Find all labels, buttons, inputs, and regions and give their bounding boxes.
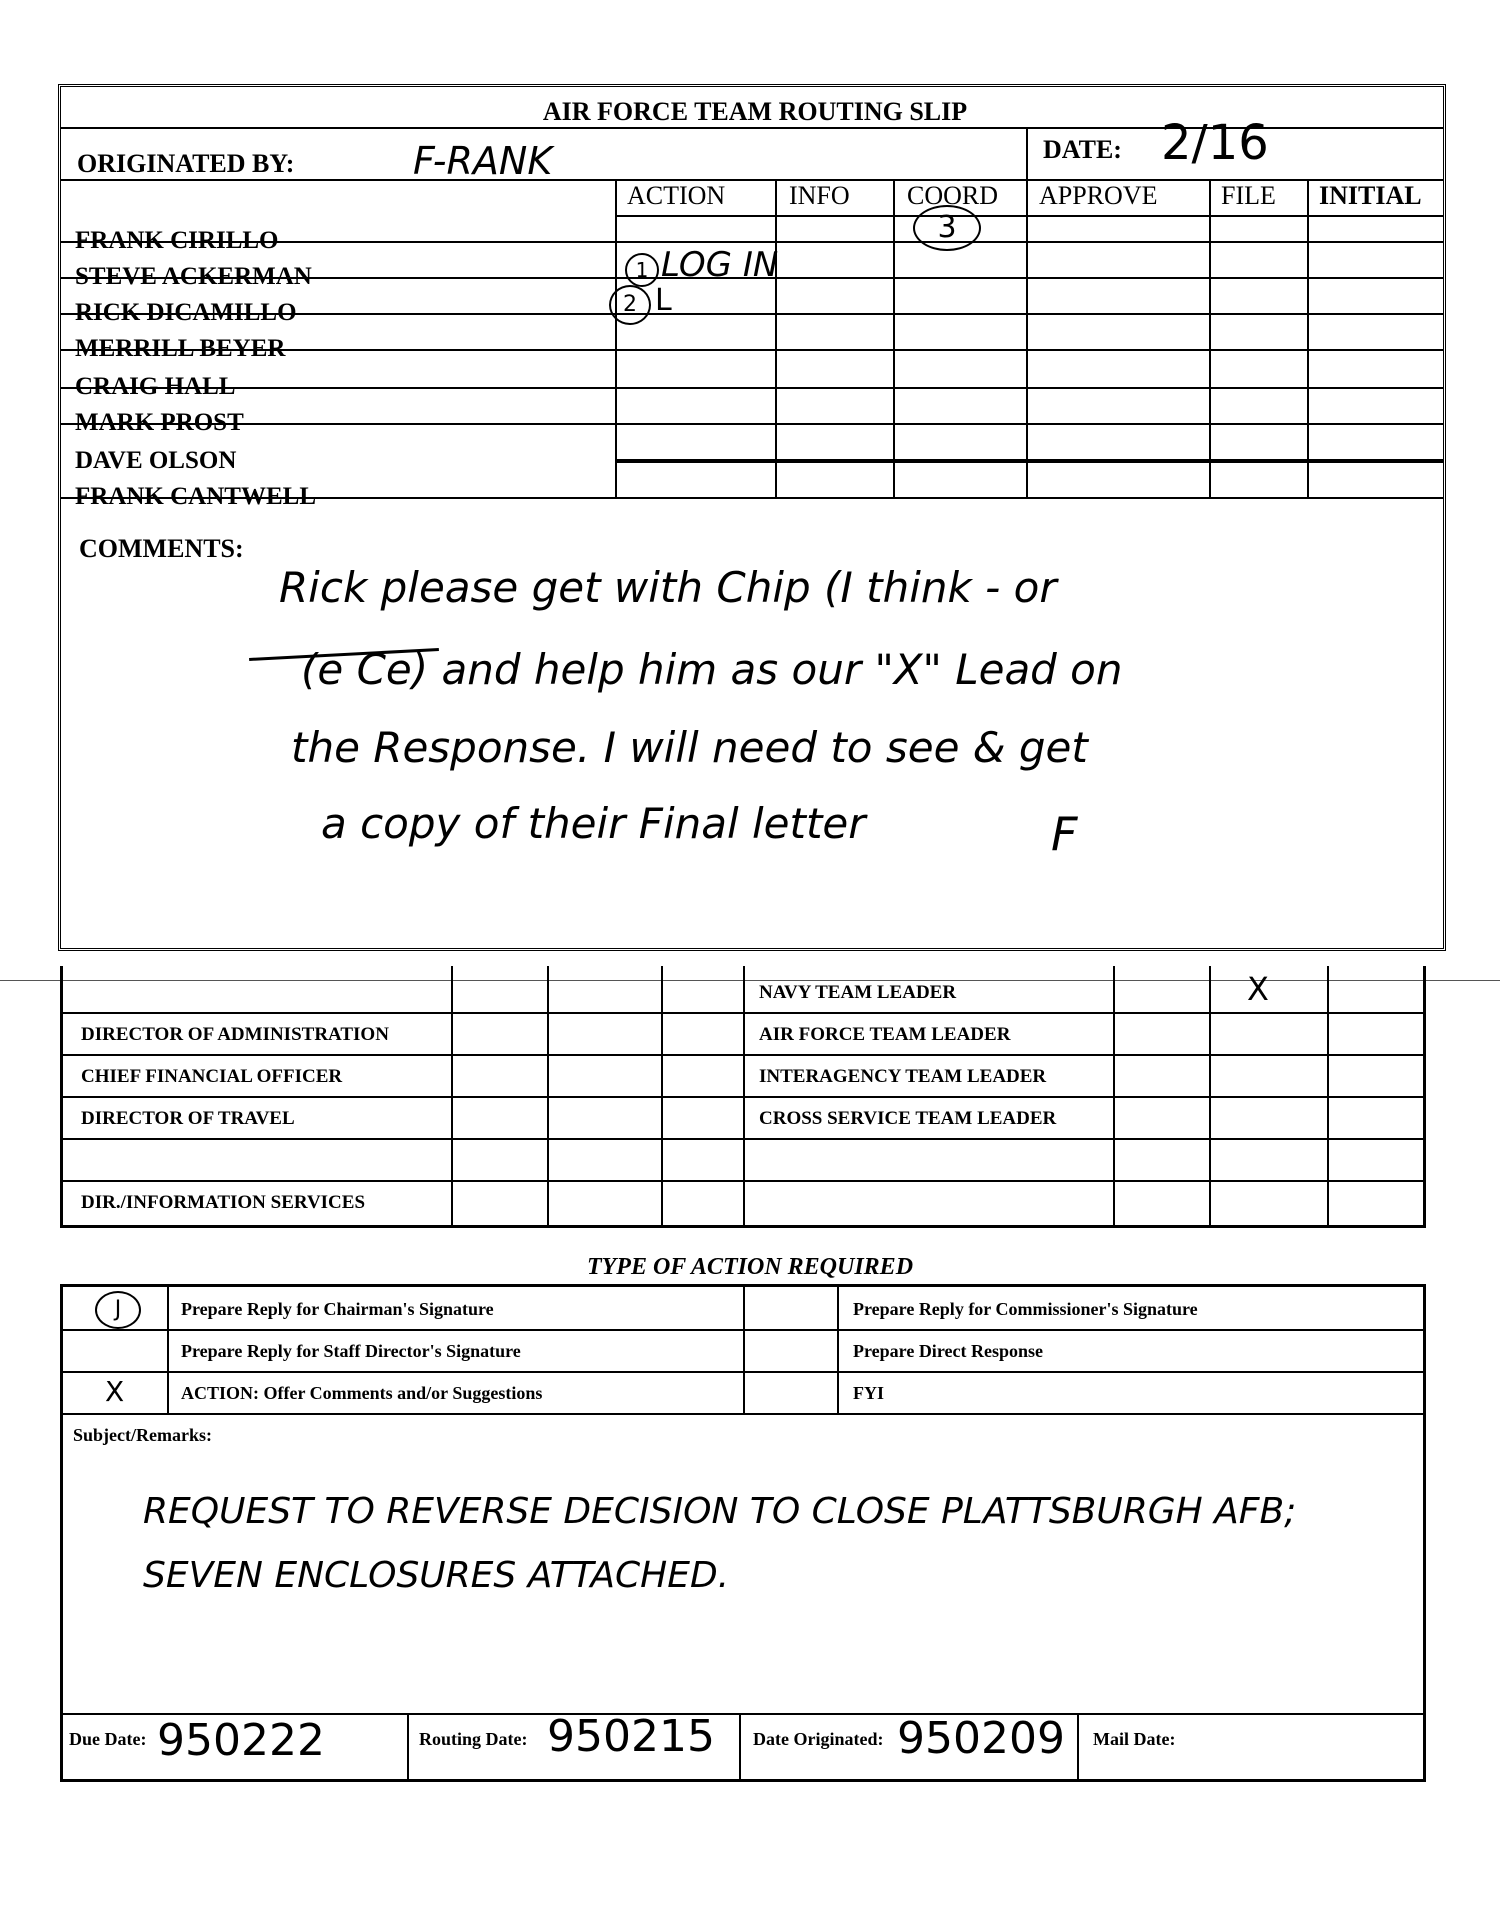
comment-line-3: the Response. I will need to see & get	[291, 723, 1088, 772]
remarks-line-2: SEVEN ENCLOSURES ATTACHED.	[143, 1555, 730, 1596]
mail-date-label: Mail Date:	[1093, 1729, 1176, 1749]
divider	[1307, 179, 1309, 499]
coord-mark-3: 3	[913, 205, 981, 251]
col-approve: APPROVE	[1039, 181, 1158, 210]
divider	[615, 179, 617, 499]
date-value: 2/16	[1161, 115, 1269, 171]
divider	[775, 179, 777, 499]
label-offer-comments: ACTION: Offer Comments and/or Suggestions	[181, 1383, 543, 1403]
label-chairman-signature: Prepare Reply for Chairman's Signature	[181, 1299, 494, 1319]
name-merrill-beyer: MERRILL BEYER	[75, 335, 286, 362]
routing-slip	[58, 84, 1446, 951]
originated-by-label: ORIGINATED BY:	[77, 149, 295, 178]
comment-line-4: a copy of their Final letter	[321, 799, 866, 848]
label-navy-team-leader: NAVY TEAM LEADER	[759, 982, 957, 1003]
routing-date-value: 950215	[547, 1711, 715, 1762]
divider	[407, 1713, 409, 1779]
action-mark-check: L	[655, 283, 672, 318]
divider	[1077, 1713, 1079, 1779]
col-initial: INITIAL	[1319, 181, 1422, 210]
divider	[739, 1713, 741, 1779]
due-date-label: Due Date:	[69, 1729, 147, 1749]
label-direct-response: Prepare Direct Response	[853, 1341, 1043, 1361]
name-craig-hall: CRAIG HALL	[75, 373, 236, 400]
divider	[63, 1329, 1423, 1331]
routing-date-label: Routing Date:	[419, 1729, 528, 1749]
name-steve-ackerman: STEVE ACKERMAN	[75, 263, 312, 290]
action-mark-1: 1	[625, 253, 659, 287]
due-date-value: 950222	[157, 1715, 325, 1766]
name-frank-cantwell: FRANK CANTWELL	[75, 483, 316, 510]
divider	[167, 1287, 169, 1413]
col-coord: COORD	[907, 181, 999, 210]
divider	[61, 423, 1443, 425]
label-cross-service-team-leader: CROSS SERVICE TEAM LEADER	[759, 1108, 1057, 1129]
col-info: INFO	[789, 181, 850, 210]
name-frank-cirillo: FRANK CIRILLO	[75, 227, 279, 254]
divider	[61, 387, 1443, 389]
name-mark-prost: MARK PROST	[75, 409, 244, 436]
comment-signoff: F	[1051, 807, 1078, 861]
divider	[615, 215, 1443, 217]
comment-line-1: Rick please get with Chip (I think - or	[279, 563, 1057, 612]
routing-grid	[60, 966, 1426, 1228]
divider	[893, 179, 895, 499]
col-file: FILE	[1221, 181, 1276, 210]
type-of-action-title: TYPE OF ACTION REQUIRED	[586, 1254, 914, 1280]
divider	[63, 1180, 1423, 1182]
action-comments-mark-x: X	[105, 1375, 125, 1408]
label-director-travel: DIRECTOR OF TRAVEL	[81, 1108, 295, 1129]
divider	[837, 1287, 839, 1413]
name-rick-dicamillo: RICK DICAMILLO	[75, 299, 297, 326]
divider	[63, 1138, 1423, 1140]
action-mark-2: 2	[609, 285, 651, 325]
remarks-line-1: REQUEST TO REVERSE DECISION TO CLOSE PLATTSBURGH AFB;	[143, 1491, 1297, 1532]
originated-by-value: F-RANK	[413, 139, 553, 183]
divider	[63, 1096, 1423, 1098]
col-action: ACTION	[627, 181, 726, 210]
divider	[63, 1371, 1423, 1373]
divider	[63, 1413, 1423, 1415]
label-chief-financial-officer: CHIEF FINANCIAL OFFICER	[81, 1066, 343, 1087]
label-air-force-team-leader: AIR FORCE TEAM LEADER	[759, 1024, 1011, 1045]
slip-title: AIR FORCE TEAM ROUTING SLIP	[542, 97, 968, 126]
divider	[63, 1054, 1423, 1056]
comment-line-2: (e Ce) and help him as our "X" Lead on	[301, 645, 1123, 694]
divider	[743, 1287, 745, 1413]
date-originated-value: 950209	[897, 1713, 1065, 1764]
label-director-administration: DIRECTOR OF ADMINISTRATION	[81, 1024, 389, 1045]
date-label: DATE:	[1043, 135, 1122, 164]
label-fyi: FYI	[853, 1383, 884, 1403]
label-interagency-team-leader: INTERAGENCY TEAM LEADER	[759, 1066, 1047, 1087]
date-originated-label: Date Originated:	[753, 1729, 884, 1749]
name-dave-olson: DAVE OLSON	[75, 447, 237, 474]
divider	[1026, 127, 1028, 179]
divider	[63, 1012, 1423, 1014]
divider	[615, 459, 1443, 463]
label-commissioner-signature: Prepare Reply for Commissioner's Signature	[853, 1299, 1198, 1319]
action-mark-login: LOG IN	[661, 245, 779, 285]
comments-label: COMMENTS:	[79, 534, 244, 563]
divider	[1209, 179, 1211, 499]
subject-remarks-label: Subject/Remarks:	[73, 1425, 212, 1445]
label-staff-director-signature: Prepare Reply for Staff Director's Signature	[181, 1341, 521, 1361]
divider	[1026, 179, 1028, 499]
navy-mark-x: X	[1247, 970, 1269, 1008]
type-of-action-form	[60, 1284, 1426, 1782]
chairman-mark: J	[95, 1291, 141, 1329]
label-dir-information-services: DIR./INFORMATION SERVICES	[81, 1192, 366, 1213]
